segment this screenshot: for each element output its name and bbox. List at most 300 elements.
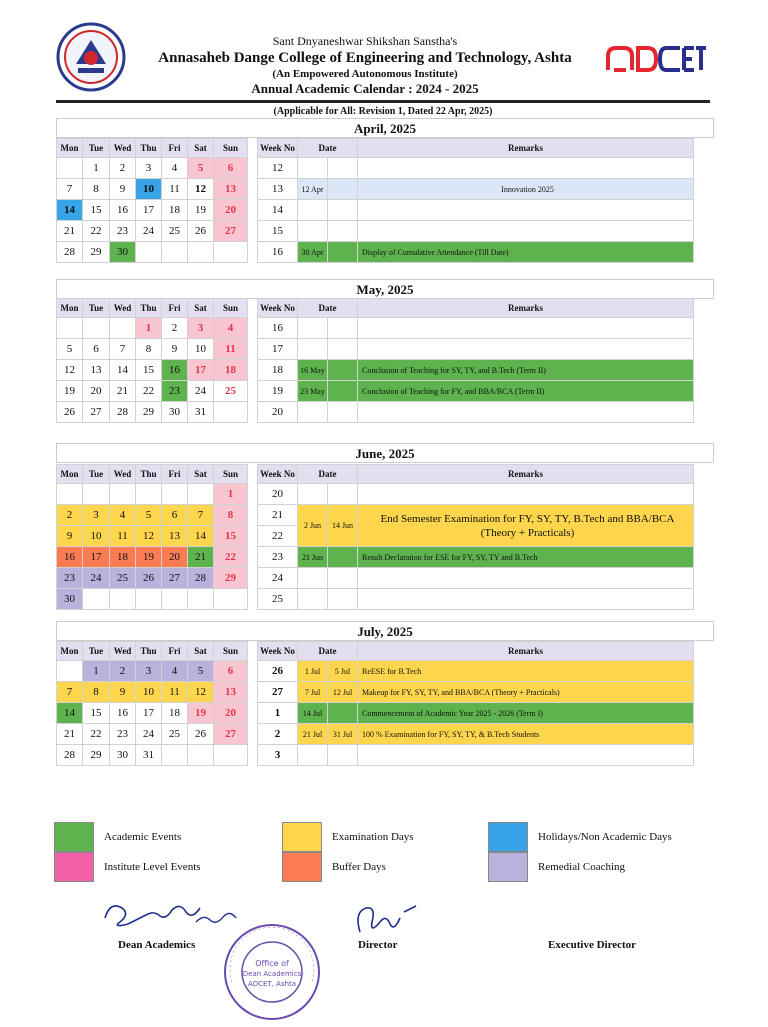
day-header: Tue [83,299,110,318]
week-number: 1 [258,703,298,724]
day-cell: 6 [214,158,248,179]
event-start-date [298,200,328,221]
day-cell: 7 [188,505,214,526]
college-seal-logo [56,22,126,92]
week-number: 27 [258,682,298,703]
event-end-date [328,547,358,568]
spacer [248,402,258,423]
day-cell: 14 [57,703,83,724]
day-cell: 12 [188,682,214,703]
remarks-header: Remarks [358,299,694,318]
event-end-date [328,360,358,381]
day-cell: 27 [83,402,110,423]
event-end-date [328,200,358,221]
day-cell: 27 [214,724,248,745]
week-number: 20 [258,484,298,505]
spacer [248,200,258,221]
day-cell: 2 [57,505,83,526]
event-end-date: 5 Jul [328,661,358,682]
day-header: Mon [57,139,83,158]
day-cell [136,242,162,263]
day-header: Wed [110,139,136,158]
week-row [57,158,694,179]
day-cell: 17 [136,200,162,221]
calendar-title: Annual Academic Calendar : 2024 - 2025 [251,81,479,96]
remarks-header: Remarks [358,465,694,484]
day-header: Thu [136,465,162,484]
day-cell: 11 [110,526,136,547]
week-number: 18 [258,360,298,381]
day-cell [110,484,136,505]
spacer [248,745,258,766]
day-cell: 10 [188,339,214,360]
week-row [57,589,694,610]
day-cell: 28 [57,745,83,766]
month-title: April, 2025 [56,118,714,138]
day-cell: 13 [162,526,188,547]
week-no-header: Week No [258,139,298,158]
week-row [57,339,694,360]
day-header: Mon [57,642,83,661]
day-cell [188,589,214,610]
week-row [57,242,694,263]
week-number: 26 [258,661,298,682]
event-remark [358,318,694,339]
day-cell: 25 [110,568,136,589]
office-stamp [222,922,322,1022]
day-cell: 10 [136,179,162,200]
day-cell: 20 [214,200,248,221]
event-end-date: 14 Jun [328,505,358,547]
day-cell: 4 [162,158,188,179]
day-cell: 6 [162,505,188,526]
day-cell: 17 [136,703,162,724]
spacer [248,465,258,484]
director-label: Director [358,939,398,951]
week-row [57,360,694,381]
legend-swatch [282,852,322,882]
autonomous-status: (An Empowered Autonomous Institute) [272,68,458,80]
event-start-date [298,484,328,505]
day-cell: 15 [83,703,110,724]
day-cell: 22 [136,381,162,402]
event-start-date: 14 Jul [298,703,328,724]
event-remark: Commencement of Academic Year 2025 - 2026 (Term I) [358,703,694,724]
day-cell: 3 [188,318,214,339]
week-row [57,381,694,402]
director-handwritten-signature [346,902,426,942]
week-row [57,547,694,568]
day-header: Fri [162,299,188,318]
event-start-date: 23 May [298,381,328,402]
day-cell: 1 [136,318,162,339]
day-cell: 2 [110,158,136,179]
day-cell: 30 [110,745,136,766]
day-cell: 25 [162,724,188,745]
day-cell: 25 [162,221,188,242]
adcet-brand-logo [604,44,708,74]
day-cell [162,589,188,610]
day-cell: 8 [214,505,248,526]
day-cell: 20 [214,703,248,724]
event-end-date: 31 Jul [328,724,358,745]
day-cell: 19 [57,381,83,402]
event-end-date [328,318,358,339]
day-cell: 8 [83,179,110,200]
day-cell: 24 [83,568,110,589]
event-start-date: 7 Jul [298,682,328,703]
day-header: Sat [188,642,214,661]
event-remark [358,339,694,360]
event-start-date: 30 Apr [298,242,328,263]
week-number: 16 [258,318,298,339]
event-start-date [298,339,328,360]
day-cell: 18 [162,200,188,221]
day-cell: 24 [136,221,162,242]
week-number: 3 [258,745,298,766]
week-number: 22 [258,526,298,547]
spacer [248,360,258,381]
day-cell [214,402,248,423]
week-row [57,484,694,505]
day-cell [162,745,188,766]
event-remark: Innovation 2025 [358,179,694,200]
event-remark [358,402,694,423]
day-header: Thu [136,642,162,661]
month-table [56,641,694,766]
header-divider [56,100,710,103]
event-remark [358,589,694,610]
event-remark: 100 % Examination for FY, SY, TY, & B.Tech Students [358,724,694,745]
day-cell: 26 [136,568,162,589]
spacer [248,318,258,339]
legend-label: Institute Level Events [104,861,201,873]
spacer [248,242,258,263]
day-cell: 24 [188,381,214,402]
month-title: June, 2025 [56,443,714,463]
legend-label: Holidays/Non Academic Days [538,831,672,843]
day-cell: 4 [214,318,248,339]
day-header: Sun [214,299,248,318]
day-cell [83,484,110,505]
legend-label: Buffer Days [332,861,386,873]
day-cell: 28 [188,568,214,589]
event-end-date [328,703,358,724]
date-header: Date [298,139,358,158]
event-start-date [298,318,328,339]
event-remark: End Semester Examination for FY, SY, TY, B.Tech and BBA/BCA (Theory + Practicals) [358,505,694,547]
day-cell: 9 [57,526,83,547]
dean-handwritten-signature [100,896,240,936]
event-remark: Conclusion of Teaching for SY, TY, and B.Tech (Term II) [358,360,694,381]
event-end-date [328,158,358,179]
day-cell: 16 [162,360,188,381]
day-cell: 26 [188,724,214,745]
day-cell: 4 [110,505,136,526]
day-cell: 23 [162,381,188,402]
day-cell [188,745,214,766]
day-header: Wed [110,465,136,484]
day-cell: 21 [188,547,214,568]
week-row [57,703,694,724]
day-cell [83,589,110,610]
day-cell [136,589,162,610]
spacer [248,179,258,200]
legend-swatch [54,852,94,882]
day-header: Thu [136,139,162,158]
society-name: Sant Dnyaneshwar Shikshan Sanstha's [272,34,458,48]
spacer [248,642,258,661]
week-row [57,745,694,766]
day-cell [214,589,248,610]
week-number: 20 [258,402,298,423]
day-cell: 5 [188,661,214,682]
svg-text:ADCET, Ashta: ADCET, Ashta [247,980,297,988]
week-number: 15 [258,221,298,242]
svg-text:Dean Academics: Dean Academics [242,970,302,978]
day-cell [162,484,188,505]
day-cell [162,242,188,263]
day-cell: 25 [214,381,248,402]
week-row [57,179,694,200]
day-cell: 15 [214,526,248,547]
day-cell: 29 [214,568,248,589]
day-cell: 14 [188,526,214,547]
week-row [57,568,694,589]
day-cell: 18 [110,547,136,568]
day-cell: 2 [162,318,188,339]
date-header: Date [298,299,358,318]
day-header: Tue [83,642,110,661]
legend-label: Academic Events [104,831,182,843]
event-end-date [328,381,358,402]
day-cell: 3 [136,158,162,179]
day-cell: 31 [188,402,214,423]
day-cell: 6 [214,661,248,682]
day-cell [57,318,83,339]
day-header: Sat [188,465,214,484]
spacer [248,703,258,724]
date-header: Date [298,465,358,484]
week-number: 14 [258,200,298,221]
month-table [56,298,694,423]
event-end-date [328,589,358,610]
event-start-date [298,589,328,610]
spacer [248,221,258,242]
month-table [56,138,694,263]
day-cell: 1 [214,484,248,505]
event-remark [358,484,694,505]
week-number: 2 [258,724,298,745]
day-cell: 11 [162,179,188,200]
day-header: Fri [162,139,188,158]
week-number: 16 [258,242,298,263]
spacer [248,589,258,610]
day-cell: 30 [162,402,188,423]
day-header: Wed [110,642,136,661]
spacer [248,682,258,703]
day-cell: 26 [57,402,83,423]
day-cell: 13 [83,360,110,381]
day-cell: 21 [57,221,83,242]
day-cell [188,242,214,263]
day-cell: 29 [83,745,110,766]
day-cell: 18 [214,360,248,381]
day-cell: 22 [214,547,248,568]
remarks-header: Remarks [358,139,694,158]
day-cell: 21 [110,381,136,402]
legend-swatch [488,822,528,852]
day-cell: 1 [83,661,110,682]
day-cell: 20 [162,547,188,568]
day-cell: 17 [83,547,110,568]
legend-label: Examination Days [332,831,414,843]
day-cell: 31 [136,745,162,766]
week-number: 12 [258,158,298,179]
day-cell [214,745,248,766]
event-start-date [298,221,328,242]
spacer [248,139,258,158]
day-cell: 28 [57,242,83,263]
event-remark: Display of Cumulative Attendance (Till Date) [358,242,694,263]
event-start-date: 12 Apr [298,179,328,200]
month-title: July, 2025 [56,621,714,641]
svg-text:Office of: Office of [255,959,289,968]
day-cell: 19 [188,703,214,724]
day-cell: 10 [83,526,110,547]
event-start-date: 21 Jul [298,724,328,745]
spacer [248,158,258,179]
day-cell: 5 [136,505,162,526]
day-cell: 30 [110,242,136,263]
event-remark [358,158,694,179]
day-cell: 12 [136,526,162,547]
day-cell: 12 [188,179,214,200]
day-header: Fri [162,642,188,661]
day-cell: 2 [110,661,136,682]
day-cell: 5 [57,339,83,360]
day-cell: 20 [83,381,110,402]
spacer [248,339,258,360]
event-end-date [328,745,358,766]
event-remark [358,745,694,766]
event-end-date [328,484,358,505]
day-cell: 1 [83,158,110,179]
day-header: Sun [214,642,248,661]
day-cell: 18 [162,703,188,724]
day-cell: 8 [83,682,110,703]
day-header: Sun [214,465,248,484]
event-remark [358,221,694,242]
week-no-header: Week No [258,299,298,318]
day-cell: 12 [57,360,83,381]
event-end-date [328,242,358,263]
day-cell [57,484,83,505]
day-cell: 13 [214,179,248,200]
day-cell [188,484,214,505]
day-cell [57,158,83,179]
legend-swatch [488,852,528,882]
day-cell [110,589,136,610]
day-cell [110,318,136,339]
day-cell: 9 [110,682,136,703]
day-cell: 7 [110,339,136,360]
week-number: 13 [258,179,298,200]
week-no-header: Week No [258,465,298,484]
month-title: May, 2025 [56,279,714,299]
day-header: Tue [83,465,110,484]
week-no-header: Week No [258,642,298,661]
event-start-date: 16 May [298,360,328,381]
week-row [57,724,694,745]
day-cell: 24 [136,724,162,745]
event-end-date [328,179,358,200]
day-cell: 7 [57,682,83,703]
day-cell: 10 [136,682,162,703]
day-cell: 29 [83,242,110,263]
college-name: Annasaheb Dange College of Engineering and Technology, Ashta [158,50,572,66]
day-cell: 14 [110,360,136,381]
day-cell: 22 [83,221,110,242]
day-cell: 5 [188,158,214,179]
spacer [248,381,258,402]
event-end-date [328,568,358,589]
week-row [57,402,694,423]
event-end-date: 12 Jul [328,682,358,703]
day-cell: 3 [136,661,162,682]
day-cell: 9 [162,339,188,360]
week-row [57,505,694,526]
week-row [57,221,694,242]
day-cell: 8 [136,339,162,360]
day-cell: 4 [162,661,188,682]
event-end-date [328,339,358,360]
day-cell: 15 [83,200,110,221]
executive-director-label: Executive Director [548,939,637,951]
day-header: Mon [57,299,83,318]
week-row [57,682,694,703]
week-row [57,318,694,339]
day-cell: 6 [83,339,110,360]
day-cell: 15 [136,360,162,381]
day-header: Wed [110,299,136,318]
spacer [248,724,258,745]
month-table [56,464,694,610]
spacer [248,526,258,547]
legend-swatch [282,822,322,852]
day-cell: 23 [57,568,83,589]
day-header: Sat [188,139,214,158]
week-row [57,200,694,221]
event-start-date: 2 Jun [298,505,328,547]
spacer [248,661,258,682]
day-cell: 7 [57,179,83,200]
day-cell [83,318,110,339]
event-end-date [328,402,358,423]
legend-label: Remedial Coaching [538,861,626,873]
day-header: Tue [83,139,110,158]
event-start-date [298,158,328,179]
event-start-date [298,402,328,423]
day-cell [136,484,162,505]
day-cell: 23 [110,724,136,745]
day-cell: 27 [162,568,188,589]
event-start-date [298,568,328,589]
day-header: Fri [162,465,188,484]
day-cell: 14 [57,200,83,221]
day-cell: 27 [214,221,248,242]
week-number: 23 [258,547,298,568]
